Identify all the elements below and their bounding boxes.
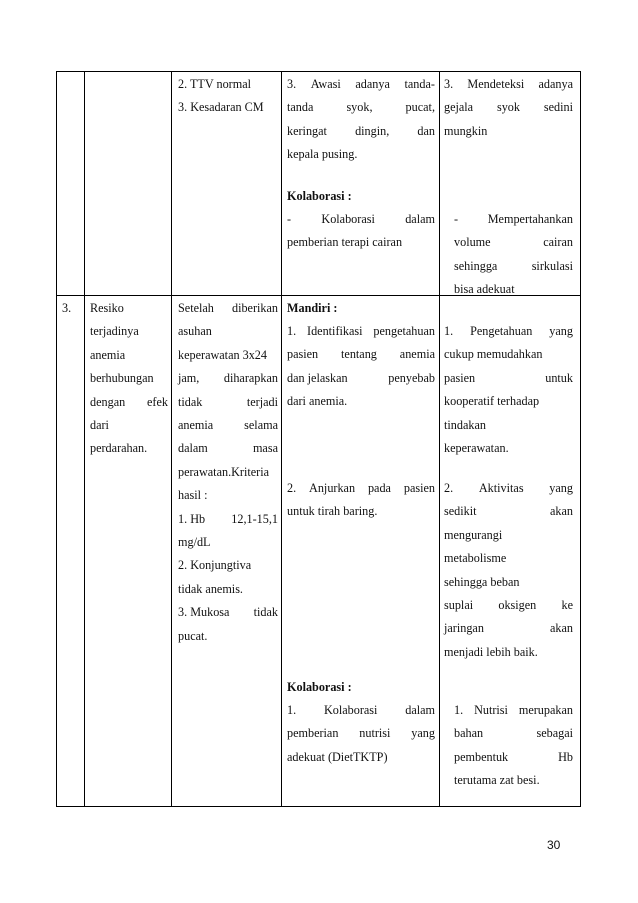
word: Mempertahankan	[487, 212, 573, 226]
cell-line-row3-diagnosis-6: perdarahan.	[90, 441, 148, 456]
cell-line-row3-diagnosis-1: terjadinya	[90, 324, 139, 339]
word: adanya	[355, 77, 390, 91]
cell-line-row3-goal-1: asuhan	[178, 324, 212, 339]
word: Anjurkan	[309, 481, 356, 495]
word: tidak	[253, 605, 278, 620]
table-top-border	[56, 71, 581, 72]
word: diberikan	[231, 301, 278, 315]
word: Pengetahuan	[470, 324, 533, 338]
cell-line-row3-rationale-collab_item-1	[454, 726, 573, 741]
cell-line-row3-intervention-collab_item-2: adekuat (DietTKTP)	[287, 749, 388, 764]
word: penyebab	[388, 370, 435, 385]
cell-line-row3-diagnosis-5: dari	[90, 418, 109, 432]
cell-line-row3-diagnosis-2: anemia	[90, 347, 126, 362]
word: -	[287, 212, 292, 226]
col-border-5	[580, 71, 581, 807]
cell-line-row3-goal-2: keperawatan 3x24	[178, 347, 267, 362]
cell-line-row3-rationale-item1-5: keperawatan.	[444, 441, 509, 455]
col-border-1	[84, 71, 85, 807]
cell-line-row_continued-intervention-item3-2	[287, 124, 435, 139]
cell-line-row3-goal-10: mg/dL	[178, 535, 211, 549]
word: tanda	[287, 100, 314, 115]
cell-line-row3-goal-9	[178, 512, 278, 527]
word: Setelah	[178, 301, 214, 315]
cell-line-row_continued-rationale-item3-2: mungkin	[444, 123, 488, 138]
word: 2.	[287, 481, 297, 495]
cell-line-row3-rationale-item1-2	[444, 371, 573, 386]
word: 1.	[444, 324, 454, 338]
word: pengetahuan	[373, 324, 435, 338]
word: pasien	[444, 370, 476, 385]
word: 1.	[454, 703, 464, 717]
cell-line-row3-rationale-collab_item-0	[454, 703, 573, 718]
word: tentang	[341, 347, 377, 362]
cell-line-row3-intervention-item1-3: dari anemia.	[287, 394, 348, 409]
cell-line-row3-rationale-item1-4: tindakan	[444, 417, 486, 432]
cell-line-row3-goal-5	[178, 418, 278, 433]
cell-line-row3-rationale-item2-6	[444, 621, 573, 636]
cell-line-row_continued-criteria-1: 3. Kesadaran CM	[178, 100, 264, 115]
cell-line-row_continued-intervention-item3-0	[287, 77, 435, 92]
word: sedini	[543, 100, 573, 115]
word: dingin,	[355, 123, 390, 138]
word: 3. Mukosa	[178, 605, 230, 620]
word: akan	[549, 621, 573, 636]
word: Awasi	[310, 77, 341, 91]
col-border-2	[171, 71, 172, 807]
word: yang	[549, 324, 573, 338]
word: 2.	[444, 481, 454, 495]
cell-line-row3-intervention-item2-1: untuk tirah baring.	[287, 504, 378, 519]
word: volume	[454, 235, 491, 250]
cell-line-row3-goal-14: pucat.	[178, 628, 208, 643]
word: anemia	[178, 418, 214, 432]
cell-line-row3-rationale-item2-3: metabolisme	[444, 551, 507, 566]
cell-line-row3-intervention-item1-1	[287, 347, 435, 362]
cell-line-row3-rationale-collab_item-3: terutama zat besi.	[454, 773, 540, 788]
cell-line-row3-goal-6	[178, 441, 278, 456]
word: 3.	[444, 77, 454, 91]
cell-line-row3-rationale-item2-7: menjadi lebih baik.	[444, 644, 538, 659]
word: adanya	[538, 77, 573, 91]
cell-line-row_continued-rationale-collab_item-0	[454, 212, 573, 227]
cell-line-row_continued-intervention-item3-1	[287, 100, 435, 115]
page-number: 30	[547, 838, 561, 852]
word: dalam	[178, 441, 208, 456]
cell-line-row3-rationale-item2-0	[444, 481, 573, 496]
word: sirkulasi	[531, 258, 573, 273]
cell-line-row3-intervention-collab_header-0: Kolaborasi :	[287, 680, 352, 694]
word: dan jelaskan	[287, 370, 348, 385]
word: yang	[411, 726, 435, 741]
word: cairan	[543, 235, 573, 250]
col-border-4	[439, 71, 440, 807]
word: sebagai	[536, 726, 573, 741]
word: selama	[244, 418, 278, 432]
word: pada	[367, 481, 391, 495]
cell-line-row3-goal-8: hasil :	[178, 488, 208, 503]
cell-line-row3-goal-13	[178, 605, 278, 620]
word: efek	[147, 394, 168, 409]
cell-line-row3-intervention-item1-2	[287, 371, 435, 386]
cell-line-row_continued-intervention-collab_item-1: pemberian terapi cairan	[287, 235, 403, 250]
word: ke	[561, 598, 573, 612]
word: Hb	[558, 749, 573, 764]
cell-line-row3-rationale-item1-0	[444, 324, 573, 339]
cell-line-row3-diagnosis-3: berhubungan	[90, 371, 154, 386]
cell-line-row_continued-intervention-collab_item-0	[287, 212, 435, 227]
word: Aktivitas	[478, 481, 524, 495]
word: Mendeteksi	[467, 77, 525, 91]
word: merupakan	[518, 703, 573, 717]
word: diharapkan	[223, 371, 278, 386]
word: jaringan	[444, 621, 484, 636]
cell-line-row_continued-intervention-item3-3: kepala pusing.	[287, 147, 358, 162]
word: dalam	[405, 212, 435, 226]
cell-line-row_continued-rationale-item3-1	[444, 100, 573, 115]
word: masa	[252, 441, 278, 456]
word: Kolaborasi	[323, 703, 378, 717]
cell-line-row3-goal-12: tidak anemis.	[178, 581, 243, 596]
word: pasien	[287, 347, 319, 362]
cell-line-row3-goal-4	[178, 395, 278, 410]
col-border-0	[56, 71, 57, 807]
word: untuk	[545, 370, 573, 385]
word: dalam	[405, 703, 435, 717]
word: nutrisi	[359, 726, 391, 741]
word: dan	[417, 123, 435, 138]
word: pemberian	[287, 726, 339, 741]
word: 3.	[287, 77, 297, 91]
cell-line-row_continued-intervention-collab_header-0: Kolaborasi :	[287, 189, 352, 203]
word: tanda-	[404, 77, 435, 91]
word: syok	[496, 100, 520, 115]
word: 1.	[287, 324, 297, 338]
col-border-3	[281, 71, 282, 807]
word: dengan	[90, 394, 126, 409]
cell-line-row3-rationale-item1-1: cukup memudahkan	[444, 347, 543, 362]
cell-line-row3-intervention-item2-0	[287, 481, 435, 496]
word: jam,	[178, 371, 200, 386]
cell-line-row3-rationale-item2-2: mengurangi	[444, 527, 503, 542]
word: sehingga	[454, 258, 498, 273]
cell-line-row3-rationale-item2-5	[444, 598, 573, 613]
cell-line-row_continued-rationale-item3-0	[444, 77, 573, 92]
word: suplai	[444, 598, 474, 612]
word: Identifikasi	[307, 324, 363, 338]
word: akan	[549, 504, 573, 519]
cell-line-row3-no-0: 3.	[62, 301, 72, 315]
word: Kolaborasi	[321, 212, 375, 226]
word: 1. Hb	[178, 511, 206, 526]
cell-line-row3-rationale-collab_item-2	[454, 750, 573, 765]
cell-line-row3-goal-3	[178, 371, 278, 386]
cell-line-row3-rationale-item1-3: kooperatif terhadap	[444, 394, 540, 409]
word: pasien	[403, 481, 435, 495]
cell-line-row3-intervention-item1-0	[287, 324, 435, 339]
cell-line-row3-intervention-mandiri_header-0: Mandiri :	[287, 301, 338, 315]
cell-line-row3-intervention-collab_item-0	[287, 703, 435, 718]
word: bahan	[454, 726, 484, 741]
word: Nutrisi	[474, 703, 508, 717]
cell-line-row3-rationale-item2-4: sehingga beban	[444, 574, 520, 589]
cell-line-row3-rationale-item2-1	[444, 504, 573, 519]
table-bottom-border	[56, 806, 581, 807]
word: pucat,	[405, 100, 435, 115]
word: pembentuk	[454, 749, 509, 764]
word: oksigen	[498, 598, 537, 612]
cell-line-row_continued-rationale-collab_item-1	[454, 235, 573, 250]
word: tidak	[178, 394, 203, 409]
word: anemia	[399, 347, 435, 362]
cell-line-row_continued-criteria-0: 2. TTV normal	[178, 77, 252, 91]
cell-line-row3-intervention-collab_item-1	[287, 726, 435, 741]
cell-line-row3-diagnosis-4	[90, 395, 168, 410]
word: sedikit	[444, 504, 477, 519]
word: 1.	[287, 703, 297, 717]
word: gejala	[444, 100, 474, 115]
cell-line-row3-goal-0	[178, 301, 278, 316]
word: yang	[549, 481, 573, 495]
word: syok,	[346, 100, 373, 115]
cell-line-row_continued-rationale-collab_item-3: bisa adekuat	[454, 282, 515, 297]
word: keringat	[287, 123, 327, 138]
word: -	[454, 212, 459, 226]
cell-line-row_continued-rationale-collab_item-2	[454, 259, 573, 274]
cell-line-row3-goal-7: perawatan.Kriteria	[178, 464, 270, 479]
cell-line-row3-goal-11: 2. Konjungtiva	[178, 558, 252, 573]
word: 12,1-15,1	[231, 511, 278, 526]
word: terjadi	[246, 394, 278, 409]
cell-line-row3-diagnosis-0: Resiko	[90, 301, 124, 315]
